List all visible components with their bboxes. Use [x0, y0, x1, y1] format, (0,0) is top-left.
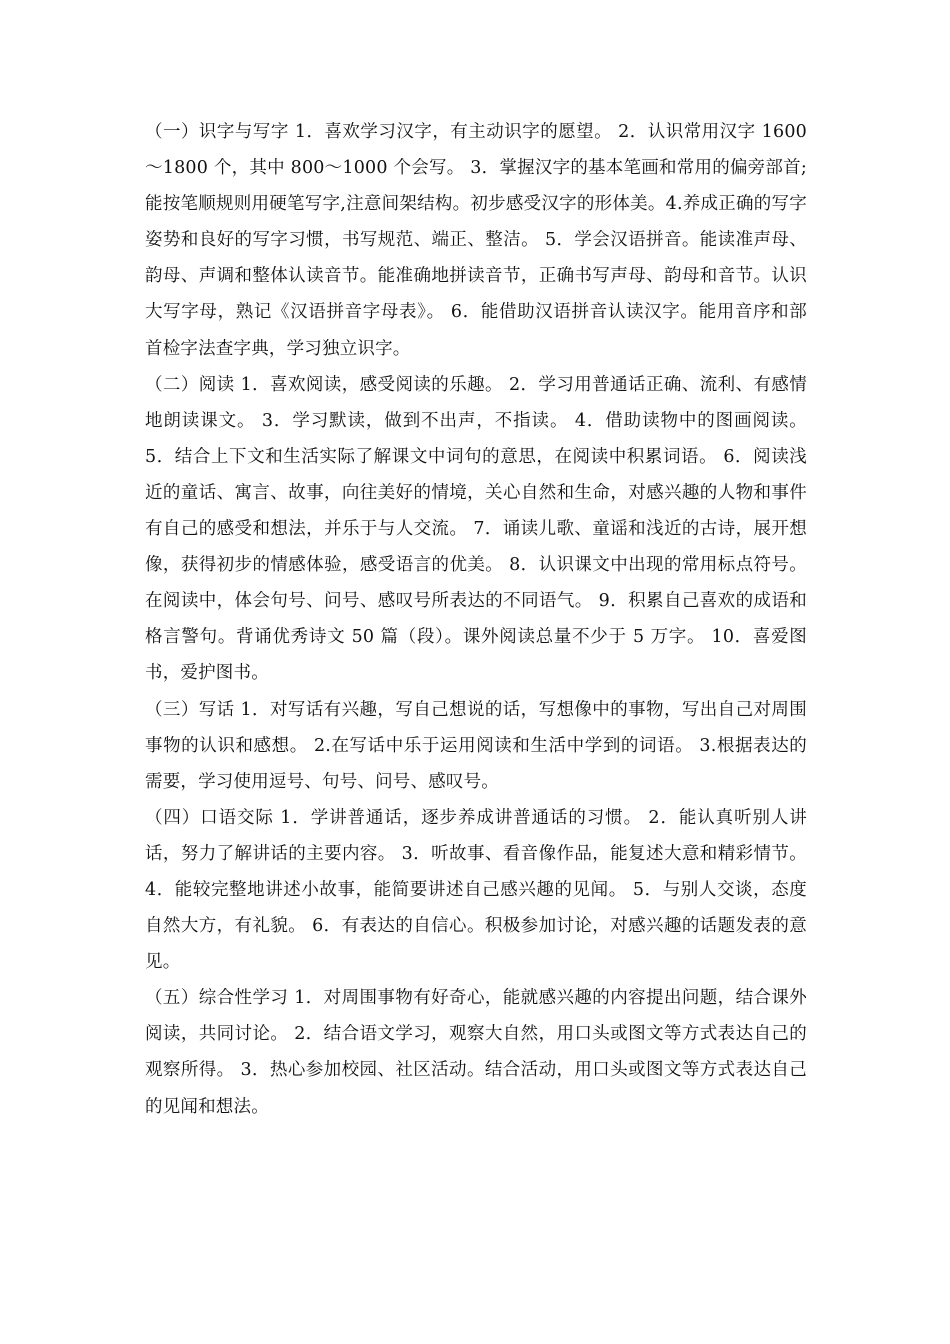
paragraph-comprehensive-learning: （五）综合性学习 1．对周围事物有好奇心，能就感兴趣的内容提出问题，结合课外阅读，共同讨论。 2．结合语文学习，观察大自然，用口头或图文等方式表达自己的观察所得。 3．热心参加校园、社区活动。结合活动，用口头或图文等方式表达自己的见闻和想法。 [145, 988, 807, 1117]
paragraph-oral-communication: （四）口语交际 1．学讲普通话，逐步养成讲普通话的习惯。 2．能认真听别人讲话，努力了解讲话的主要内容。 3．听故事、看音像作品，能复述大意和精彩情节。 4．能较完整地讲述小故事，能简要讲述自己感兴趣的见闻。 5．与别人交谈，态度自然大方，有礼貌。 6．有表达的自信心。积极参加讨论，对感兴趣的话题发表的意见。 [145, 807, 807, 973]
paragraph-literacy-writing: （一）识字与写字 1．喜欢学习汉字，有主动识字的愿望。 2．认识常用汉字 1600～1800 个，其中 800～1000 个会写。 3．掌握汉字的基本笔画和常用的偏旁部首;能按笔顺规则用硬笔写字,注意间架结构。初步感受汉字的形体美。4.养成正确的写字姿势和良好的写字习惯，书写规范、端正、整洁。 5．学会汉语拼音。能读准声母、韵母、声调和整体认读音节。能准确地拼读音节，正确书写声母、韵母和音节。认识大写字母，熟记《汉语拼音字母表》。 6．能借助汉语拼音认读汉字。能用音序和部首检字法查字典，学习独立识字。 [145, 122, 807, 359]
paragraph-writing-sentences: （三）写话 1．对写话有兴趣，写自己想说的话，写想像中的事物，写出自己对周围事物的认识和感想。 2.在写话中乐于运用阅读和生活中学到的词语。 3.根据表达的需要，学习使用逗号、句号、问号、感叹号。 [145, 699, 807, 792]
document-body [145, 114, 807, 1125]
paragraph-reading: （二）阅读 1．喜欢阅读，感受阅读的乐趣。 2．学习用普通话正确、流利、有感情地朗读课文。 3．学习默读，做到不出声，不指读。 4．借助读物中的图画阅读。 5．结合上下文和生活实际了解课文中词句的意思，在阅读中积累词语。 6．阅读浅近的童话、寓言、故事，向往美好的情境，关心自然和生命，对感兴趣的人物和事件有自己的感受和想法，并乐于与人交流。 7．诵读儿歌、童谣和浅近的古诗，展开想像，获得初步的情感体验，感受语言的优美。 8．认识课文中出现的常用标点符号。在阅读中，体会句号、问号、感叹号所表达的不同语气。 9．积累自己喜欢的成语和格言警句。背诵优秀诗文 50 篇（段）。课外阅读总量不少于 5 万字。 10．喜爱图书，爱护图书。 [145, 374, 807, 684]
